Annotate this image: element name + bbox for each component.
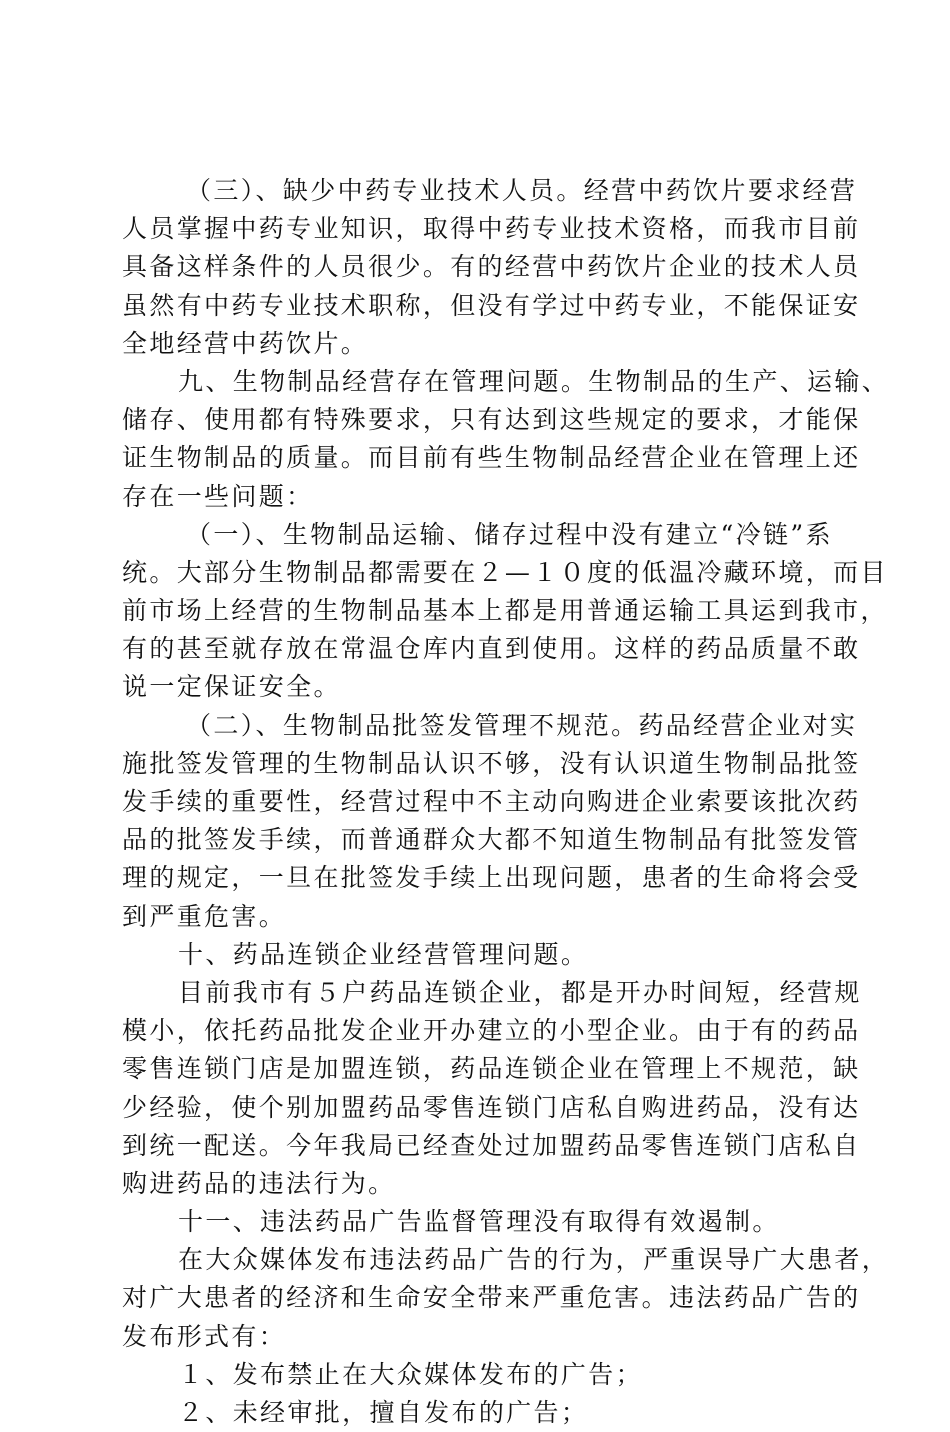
paragraph-line: 统。大部分生物制品都需要在２—１０度的低温冷藏环境，而目: [122, 557, 888, 587]
section-heading-line: 十一、违法药品广告监督管理没有取得有效遏制。: [178, 1207, 780, 1237]
paragraph-line: 理的规定，一旦在批签发手续上出现问题，患者的生命将会受: [122, 863, 861, 893]
section-heading-line: 九、生物制品经营存在管理问题。生物制品的生产、运输、: [178, 366, 890, 396]
document-body: [122, 172, 890, 1432]
paragraph-line: 存在一些问题：: [122, 481, 314, 511]
paragraph-line: 证生物制品的质量。而目前有些生物制品经营企业在管理上还: [122, 443, 861, 473]
paragraph-line: 到统一配送。今年我局已经查处过加盟药品零售连锁门店私自: [122, 1130, 861, 1160]
paragraph-line: 全地经营中药饮片。: [122, 328, 369, 358]
paragraph-line: 说一定保证安全。: [122, 672, 341, 702]
paragraph-line: 少经验，使个别加盟药品零售连锁门店私自购进药品，没有达: [122, 1092, 861, 1122]
list-item-line: １、发布禁止在大众媒体发布的广告；: [178, 1359, 643, 1389]
paragraph-line: 在大众媒体发布违法药品广告的行为，严重误导广大患者，: [178, 1245, 890, 1275]
paragraph-line: 储存、使用都有特殊要求，只有达到这些规定的要求，才能保: [122, 405, 861, 435]
paragraph-line: 发手续的重要性，经营过程中不主动向购进企业索要该批次药: [122, 787, 861, 816]
paragraph-line: 零售连锁门店是加盟连锁，药品连锁企业在管理上不规范，缺: [122, 1054, 861, 1084]
paragraph-line: 有的甚至就存放在常温仓库内直到使用。这样的药品质量不敢: [122, 634, 861, 664]
paragraph-line: 对广大患者的经济和生命安全带来严重危害。违法药品广告的: [122, 1283, 861, 1313]
paragraph-line: 发布形式有：: [122, 1321, 287, 1351]
paragraph-line: 前市场上经营的生物制品基本上都是用普通运输工具运到我市，: [122, 596, 888, 626]
paragraph-line: 到严重危害。: [122, 901, 287, 931]
paragraph-line: 模小，依托药品批发企业开办建立的小型企业。由于有的药品: [122, 1016, 861, 1046]
paragraph-line: （三）、缺少中药专业技术人员。经营中药饮片要求经营: [186, 176, 858, 205]
paragraph-line: 施批签发管理的生物制品认识不够，没有认识道生物制品批签: [122, 748, 861, 778]
section-heading-line: 十、药品连锁企业经营管理问题。: [178, 939, 589, 969]
paragraph-line: （二）、生物制品批签发管理不规范。药品经营企业对实: [186, 710, 858, 740]
paragraph-line: 品的批签发手续，而普通群众大都不知道生物制品有批签发管: [122, 825, 861, 855]
paragraph-line: （一）、生物制品运输、储存过程中没有建立“冷链”系: [186, 519, 833, 549]
paragraph-line: 购进药品的违法行为。: [122, 1168, 396, 1198]
paragraph-line: 人员掌握中药专业知识，取得中药专业技术资格，而我市目前: [122, 214, 861, 244]
paragraph-line: 虽然有中药专业技术职称，但没有学过中药专业，不能保证安: [122, 290, 861, 320]
paragraph-line: 目前我市有５户药品连锁企业，都是开办时间短，经营规: [178, 977, 862, 1007]
list-item-line: ２、未经审批，擅自发布的广告；: [178, 1398, 589, 1427]
paragraph-line: 具备这样条件的人员很少。有的经营中药饮片企业的技术人员: [122, 252, 861, 282]
